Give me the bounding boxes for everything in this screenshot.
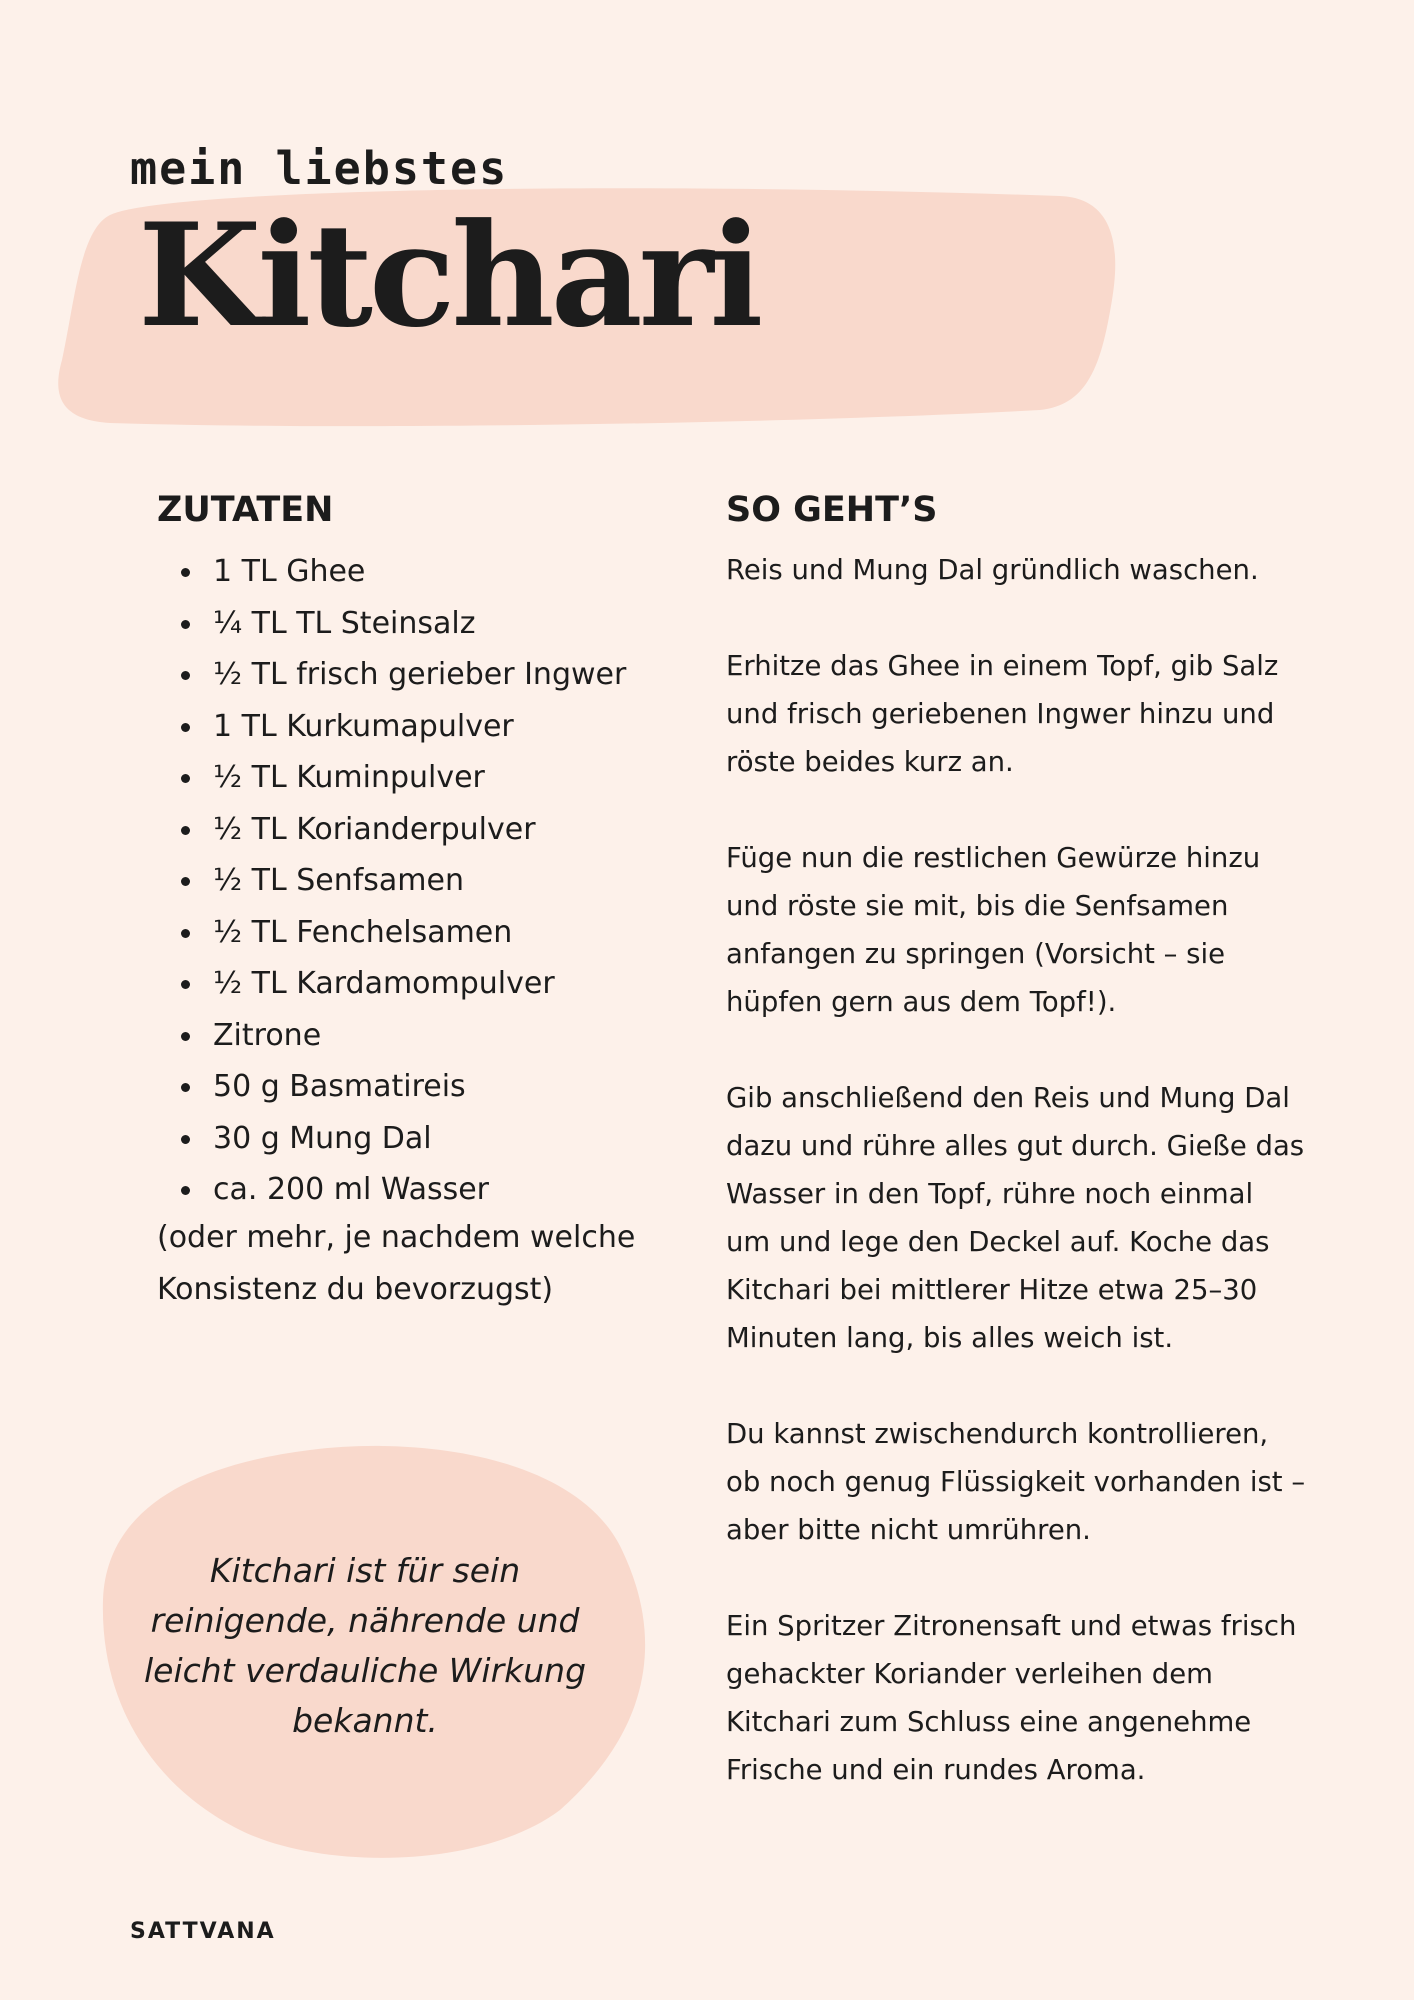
step-paragraph: Gib anschließend den Reis und Mung Dal dazu und rühre alles gut durch. Gieße das Wasser in den Topf, rühre noch einmal um und lege den Deckel auf. Koche das Kitchari bei mittlerer Hitze etwa 25–30 Minuten lang, bis alles weich ist. <box>726 1082 1305 1354</box>
ingredient-item: ½ TL Kardamompulver <box>157 958 677 1010</box>
brand-name: SATTVANA <box>130 1919 276 1944</box>
ingredient-item: 30 g Mung Dal <box>157 1113 677 1165</box>
recipe-title: Kitchari <box>138 193 760 359</box>
step-paragraph: Reis und Mung Dal gründlich waschen. <box>726 554 1259 586</box>
step-paragraph: Ein Spritzer Zitronensaft und etwas frisch gehackter Koriander verleihen dem Kitchari zum Schluss eine angenehme Frische und ein rundes Aroma. <box>726 1610 1297 1786</box>
step-paragraph: Füge nun die restlichen Gewürze hinzu und röste sie mit, bis die Senfsamen anfangen zu springen (Vorsicht – sie hüpfen gern aus dem Topf!). <box>726 842 1261 1018</box>
ingredient-item: ½ TL Fenchelsamen <box>157 907 677 959</box>
ingredient-item: ½ TL frisch gerieber Ingwer <box>157 649 677 701</box>
ingredient-item: ½ TL Senfsamen <box>157 855 677 907</box>
ingredient-item: 50 g Basmatireis <box>157 1061 677 1113</box>
info-quote: Kitchari ist für sein reinigende, nährende und leicht verdauliche Wirkung bekannt. <box>143 1551 587 1740</box>
ingredients-heading: ZUTATEN <box>157 490 334 530</box>
ingredient-item: ½ TL Korianderpulver <box>157 804 677 856</box>
ingredient-item: ½ TL Kuminpulver <box>157 752 677 804</box>
step-paragraph: Erhitze das Ghee in einem Topf, gib Salz und frisch geriebenen Ingwer hinzu und röste beides kurz an. <box>726 650 1279 778</box>
ingredient-item: Zitrone <box>157 1010 677 1062</box>
steps-section <box>726 546 1306 1842</box>
ingredient-item: 1 TL Kurkumapulver <box>157 701 677 753</box>
ingredient-item: 1 TL Ghee <box>157 546 677 598</box>
ingredient-item: ¼ TL TL Steinsalz <box>157 598 677 650</box>
recipe-subtitle: mein liebstes <box>130 142 509 195</box>
ingredients-list <box>157 546 677 1216</box>
steps-heading: SO GEHT’S <box>726 490 938 530</box>
step-paragraph: Du kannst zwischendurch kontrollieren, ob noch genug Flüssigkeit vorhanden ist – aber bitte nicht umrühren. <box>726 1418 1306 1546</box>
ingredient-item: ca. 200 ml Wasser <box>157 1164 677 1216</box>
ingredients-note: (oder mehr, je nachdem welche Konsistenz du bevorzugst) <box>157 1220 636 1307</box>
